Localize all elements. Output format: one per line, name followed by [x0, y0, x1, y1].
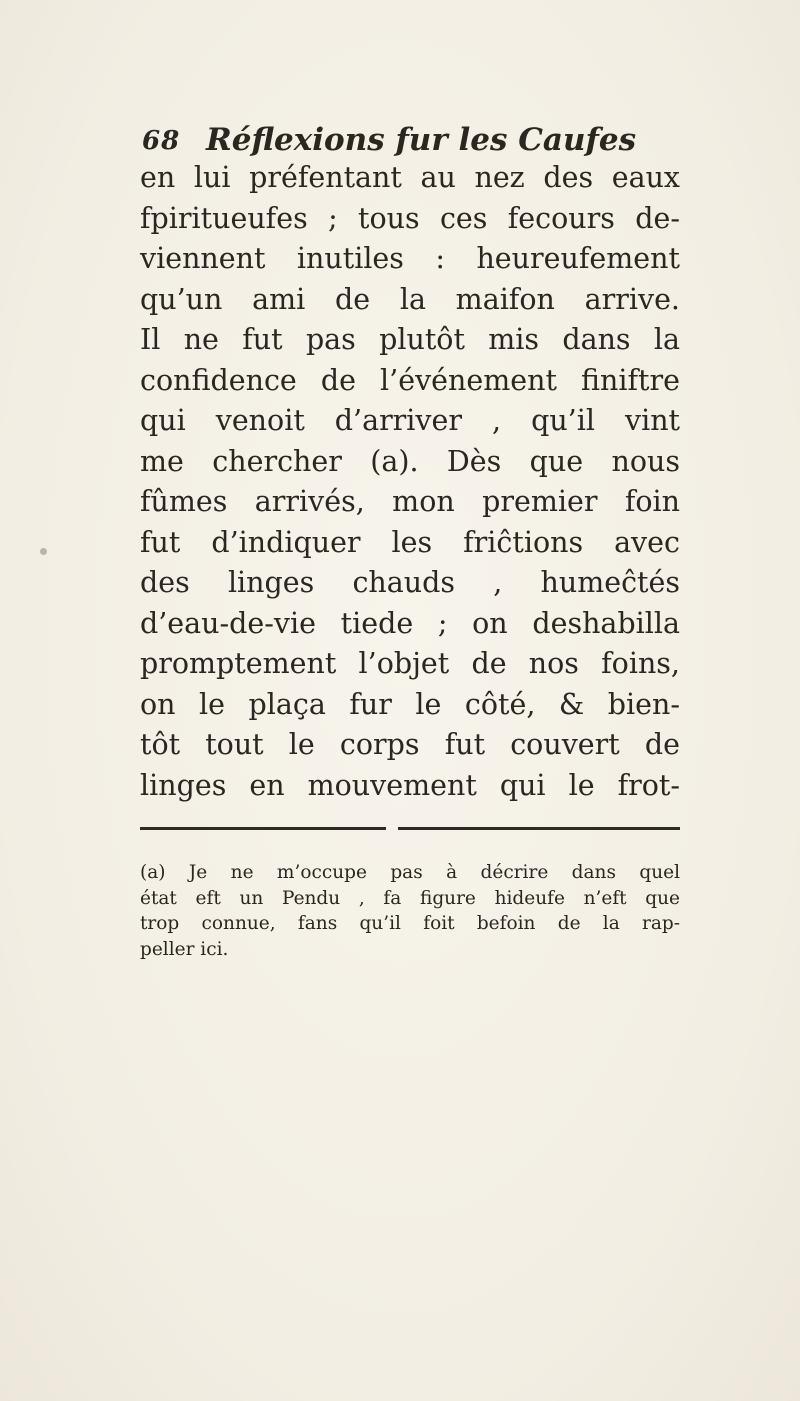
footnote	[140, 860, 680, 962]
ink-speck	[40, 548, 47, 555]
text-line: d’eau-de-vie tiede ; on deshabilla	[140, 606, 680, 640]
rule-segment	[398, 827, 680, 830]
footnote-line: (a) Je ne m’occupe pas à décrire dans quel	[140, 862, 680, 883]
body-text	[140, 158, 680, 806]
footnote-line: trop connue, fans qu’il foit befoin de la rap-	[140, 913, 680, 934]
rule-segment	[140, 827, 386, 830]
text-line: confidence de l’événement finiftre	[140, 363, 680, 397]
text-line: me chercher (a). Dès que nous	[140, 444, 680, 478]
footnote-line: peller ici.	[140, 938, 229, 960]
text-line: on le plaça fur le côté, & bien-	[140, 687, 680, 721]
footnote-rule	[140, 827, 680, 830]
text-line: tôt tout le corps fut couvert de	[140, 728, 680, 761]
text-line: qui venoit d’arriver , qu’il vint	[140, 404, 680, 437]
text-line: en lui préfentant au nez des eaux	[140, 161, 680, 194]
text-line: linges en mouvement qui le frot-	[140, 768, 680, 802]
text-line: fpiritueufes ; tous ces fecours de-	[140, 201, 680, 235]
text-line: Il ne fut pas plutôt mis dans la	[140, 323, 680, 356]
text-line: des linges chauds , humeĉtés	[140, 566, 680, 599]
text-line: fut d’indiquer les friĉtions avec	[140, 525, 680, 559]
text-line: fûmes arrivés, mon premier foin	[140, 485, 680, 518]
page-number: 68	[142, 126, 181, 156]
footnote-line: état eft un Pendu , fa figure hideufe n’eft que	[140, 887, 680, 909]
running-title: Réflexions fur les Caufes	[206, 122, 637, 158]
text-line: qu’un ami de la maifon arrive.	[140, 282, 680, 316]
text-line: viennent inutiles : heureufement	[140, 242, 680, 275]
text-line: promptement l’objet de nos foins,	[140, 647, 680, 680]
